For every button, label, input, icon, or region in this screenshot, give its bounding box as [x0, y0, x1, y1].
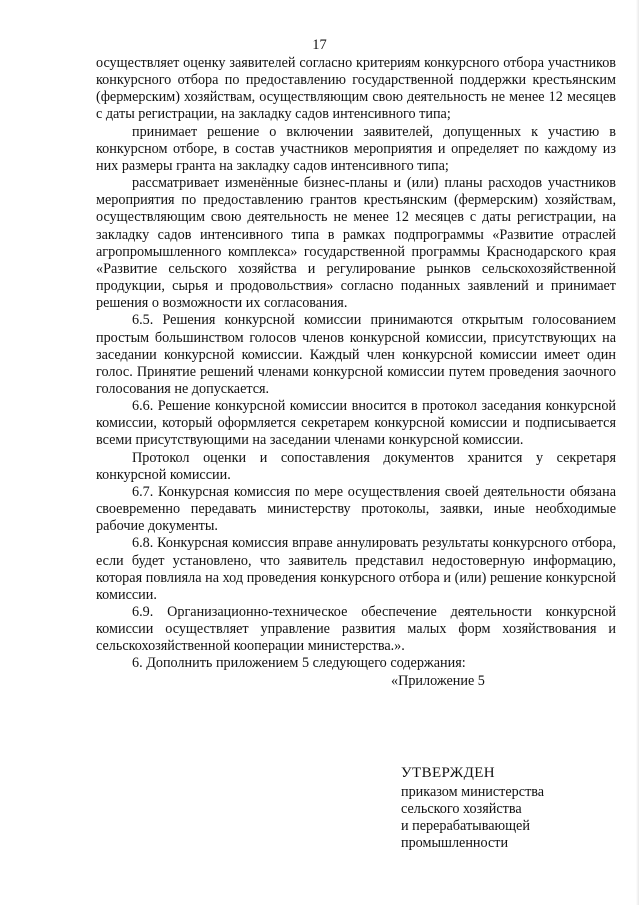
paragraph: рассматривает изменённые бизнес-планы и (или) планы расходов участников мероприятия по предоставлению грантов крестьянским (фермерским) хозяйствам, осуществляющим свою деятельность не менее 12 месяцев с даты регистрации, на закладку садов интенсивного типа в рамках подпрограммы «Развитие отраслей агропромышленного комплекса» государственной программы Краснодарского края «Развитие сельского хозяйства и регулирование рынков сельскохозяйственной продукции, сырья и продовольствия» согласно поданных заявлений и принимает решения о возможности их согласования.: [96, 175, 616, 312]
paragraph: 6.5. Решения конкурсной комиссии принимаются открытым голосованием простым большинством голосов членов конкурсной комиссии, присутствующих на заседании конкурсной комиссии. Каждый член конкурсной комиссии имеет один голос. Принятие решений членами конкурсной комиссии путем проведения заочного голосования не допускается.: [96, 312, 616, 397]
paragraph: 6. Дополнить приложением 5 следующего содержания:: [132, 655, 466, 672]
paragraph: осуществляет оценку заявителей согласно критериям конкурсного отбора участников конкурсного отбора по предоставлению государственной поддержки крестьянским (фермерским) хозяйствам, осуществляющим свою деятельность не менее 12 месяцев с даты регистрации, на закладку садов интенсивного типа;: [96, 55, 616, 123]
appendix-label: «Приложение 5: [391, 672, 485, 689]
paragraph: 6.8. Конкурсная комиссия вправе аннулировать результаты конкурсного отбора, если будет установлено, что заявитель представил недостоверную информацию, которая повлияла на ход проведения конкурсного отбора и (или) решение конкурсной комиссии.: [96, 535, 616, 603]
approval-block: [401, 765, 621, 852]
approval-line: промышленности: [401, 835, 509, 852]
document-body: [96, 55, 616, 690]
page-number: 17: [312, 37, 327, 53]
approval-line: сельского хозяйства: [401, 801, 522, 818]
paragraph: принимает решение о включении заявителей, допущенных к участию в конкурсном отборе, в состав участников мероприятия и определяет по каждому из них размеры гранта на закладку садов интенсивного типа;: [96, 123, 616, 174]
approval-heading: УТВЕРЖДЕН: [401, 765, 496, 781]
paragraph: 6.6. Решение конкурсной комиссии вносится в протокол заседания конкурсной комиссии, который оформляется секретарем конкурсной комиссии и подписывается всеми присутствующими на заседании членами конкурсной комиссии.: [96, 398, 616, 449]
approval-line: приказом министерства: [401, 784, 545, 801]
approval-line: и перерабатывающей: [401, 818, 530, 835]
paragraph: Протокол оценки и сопоставления документов хранится у секретаря конкурсной комиссии.: [96, 449, 616, 483]
paragraph: 6.9. Организационно-техническое обеспечение деятельности конкурсной комиссии осуществляет управление развития малых форм хозяйствования и сельскохозяйственной кооперации министерства.».: [96, 604, 616, 655]
paragraph: 6.7. Конкурсная комиссия по мере осуществления своей деятельности обязана своевременно передавать министерству протоколы, заявки, иные необходимые рабочие документы.: [96, 483, 616, 535]
